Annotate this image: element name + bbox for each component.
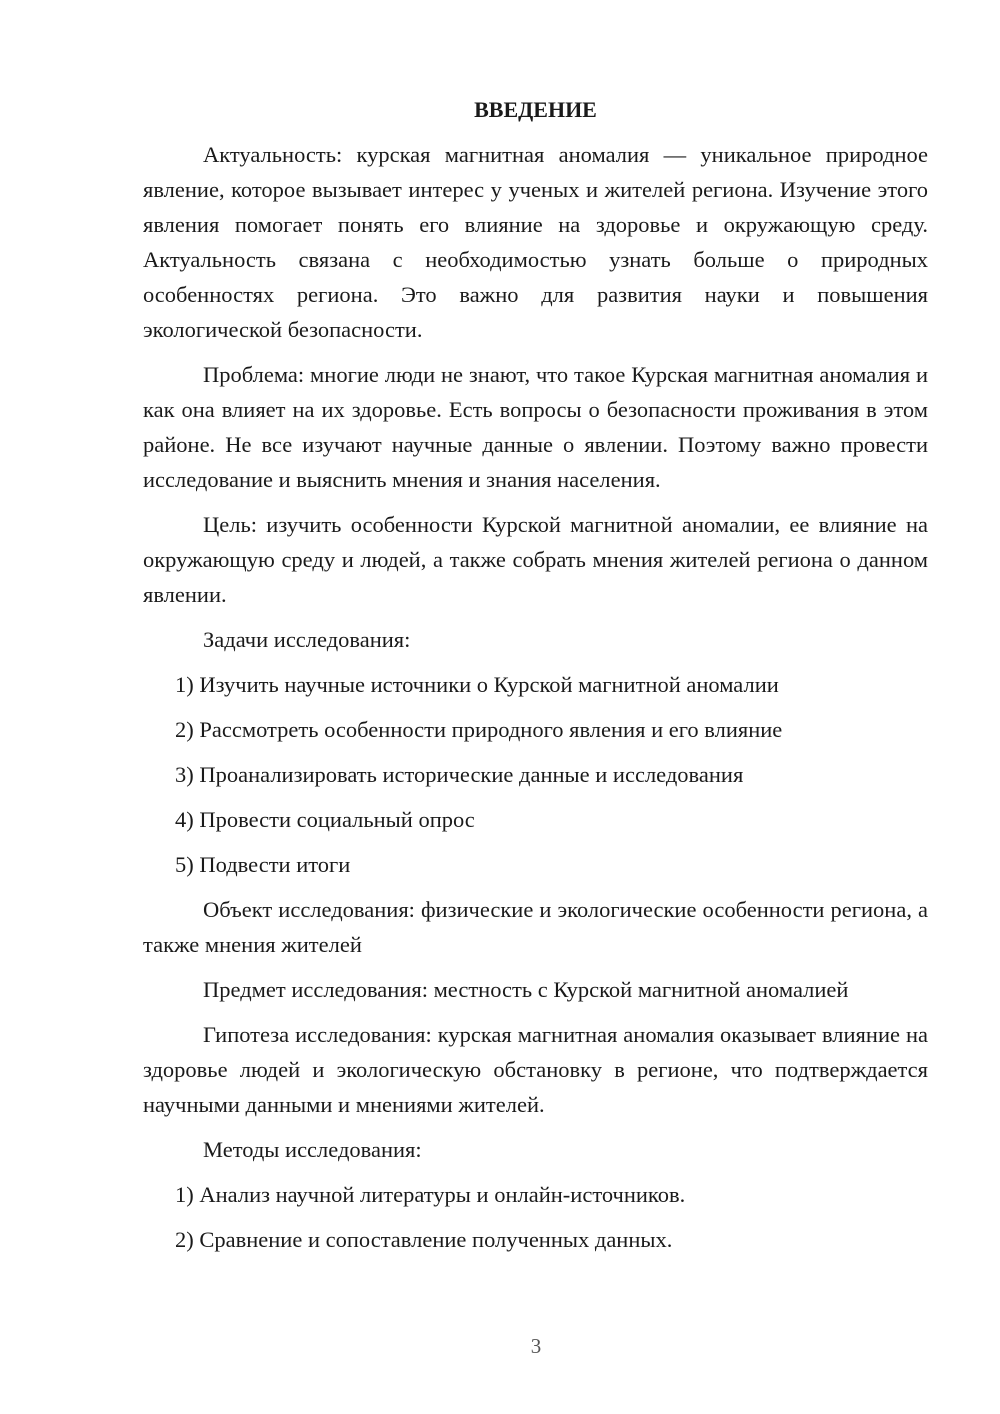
list-item: 2) Рассмотреть особенности природного явления и его влияние: [175, 717, 783, 742]
relevance-paragraph: Актуальность: курская магнитная аномалия — уникальное природное явление, которое вызывает интерес у ученых и жителей региона. Изучение этого явления помогает понять его влияние на здоровье и окружающую среду. Актуальность связана с необходимостью узнать больше о природных особенностях региона. Это важно для развития науки и повышения экологической безопасности.: [143, 142, 928, 342]
list-item: 1) Изучить научные источники о Курской магнитной аномалии: [175, 672, 779, 697]
hypothesis-paragraph: Гипотеза исследования: курская магнитная аномалия оказывает влияние на здоровье людей и экологическую обстановку в регионе, что подтверждается научными данными и мнениями жителей.: [143, 1022, 928, 1117]
tasks-heading: Задачи исследования:: [203, 627, 411, 652]
tasks-list: [143, 667, 928, 882]
problem-paragraph: Проблема: многие люди не знают, что такое Курская магнитная аномалия и как она влияет на их здоровье. Есть вопросы о безопасности проживания в этом районе. Не все изучают научные данные о явлении. Поэтому важно провести исследование и выяснить мнения и знания населения.: [143, 362, 928, 492]
page-number: 3: [530, 1334, 542, 1358]
list-item: 3) Проанализировать исторические данные и исследования: [175, 762, 744, 787]
object-paragraph: Объект исследования: физические и экологические особенности региона, а также мнения жителей: [143, 897, 928, 957]
list-item: 1) Анализ научной литературы и онлайн-источников.: [175, 1182, 686, 1207]
subject-paragraph: Предмет исследования: местность с Курской магнитной аномалией: [203, 977, 849, 1002]
list-item: 5) Подвести итоги: [175, 852, 351, 877]
methods-list: [143, 1177, 928, 1257]
document-page: [143, 95, 928, 1267]
list-item: 2) Сравнение и сопоставление полученных данных.: [175, 1227, 673, 1252]
goal-paragraph: Цель: изучить особенности Курской магнитной аномалии, ее влияние на окружающую среду и людей, а также собрать мнения жителей региона о данном явлении.: [143, 512, 928, 607]
list-item: 4) Провести социальный опрос: [175, 807, 475, 832]
section-title: ВВЕДЕНИЕ: [474, 97, 597, 122]
methods-heading: Методы исследования:: [203, 1137, 422, 1162]
